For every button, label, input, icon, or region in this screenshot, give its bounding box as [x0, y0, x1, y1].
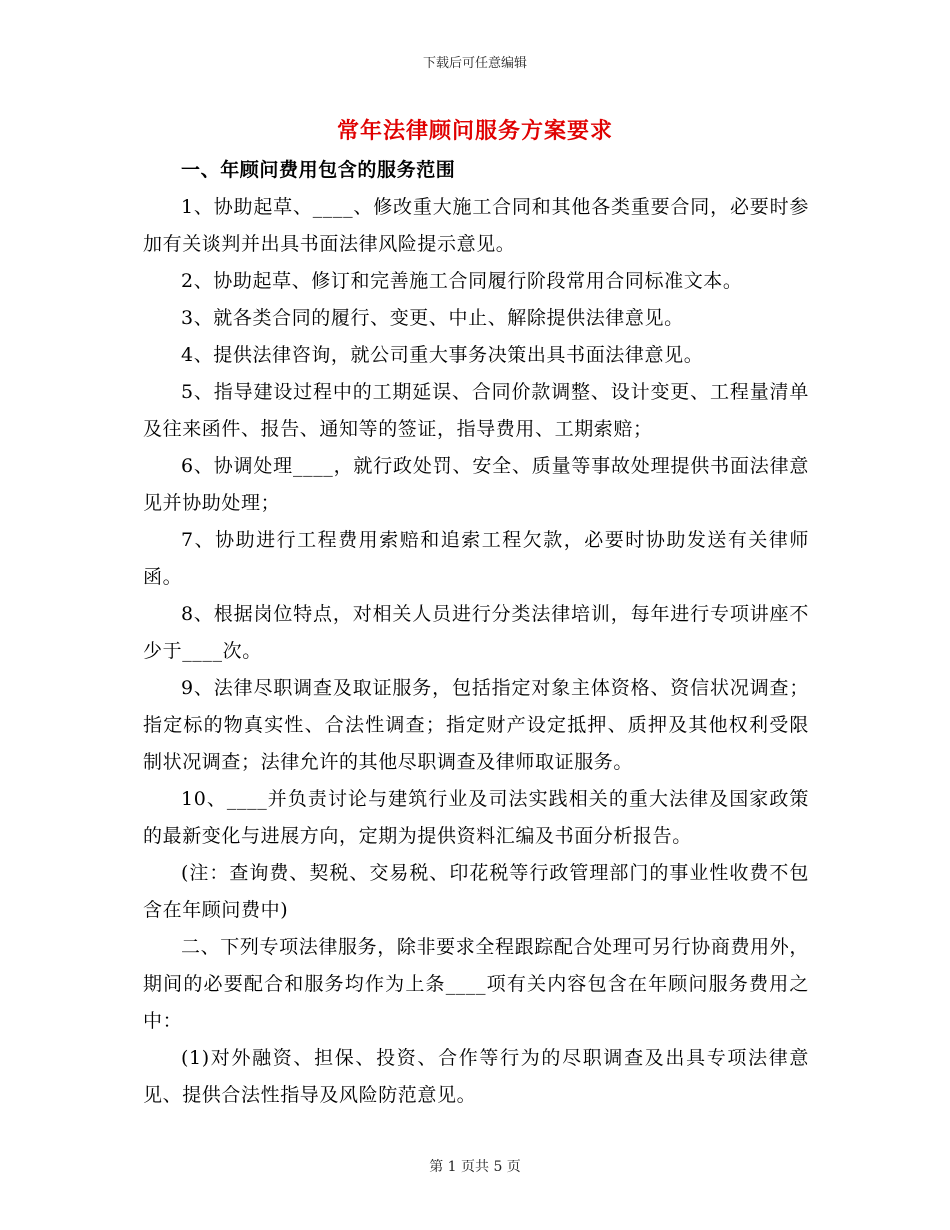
section-1-heading: 一、年顾问费用包含的服务范围: [181, 159, 456, 181]
list-item-2: 2、协助起草、修订和完善施工合同履行阶段常用合同标准文本。: [181, 270, 743, 292]
section-2-paragraph: 二、下列专项法律服务，除非要求全程跟踪配合处理可另行协商费用外，期间的必要配合和服务均作为上条____项有关内容包含在年顾问服务费用之中：: [143, 936, 809, 1032]
document-body: [143, 152, 809, 1114]
fee-note: (注：查询费、契税、交易税、印花税等行政管理部门的事业性收费不包含在年顾问费中): [143, 862, 809, 921]
list-item-6: 6、协调处理____，就行政处罚、安全、质量等事故处理提供书面法律意见并协助处理；: [143, 455, 809, 514]
list-item-4: 4、提供法律咨询，就公司重大事务决策出具书面法律意见。: [181, 344, 704, 366]
list-item-7: 7、协助进行工程费用索赔和追索工程欠款，必要时协助发送有关律师函。: [143, 529, 809, 588]
document-title: 常年法律顾问服务方案要求: [336, 118, 613, 144]
list-item-8: 8、根据岗位特点，对相关人员进行分类法律培训，每年进行专项讲座不少于____次。: [143, 603, 809, 662]
list-item-1: 1、协助起草、____、修改重大施工合同和其他各类重要合同，必要时参加有关谈判并出具书面法律风险提示意见。: [143, 196, 809, 255]
list-item-10: 10、____并负责讨论与建筑行业及司法实践相关的重大法律及国家政策的最新变化与进展方向，定期为提供资料汇编及书面分析报告。: [143, 788, 809, 847]
page-footer: 第 1 页共 5 页: [429, 1159, 521, 1175]
list-item-9: 9、法律尽职调查及取证服务，包括指定对象主体资格、资信状况调查；指定标的物真实性、合法性调查；指定财产设定抵押、质押及其他权利受限制状况调查；法律允许的其他尽职调查及律师取证服务。: [143, 677, 809, 773]
sub-item-1: (1)对外融资、担保、投资、合作等行为的尽职调查及出具专项法律意见、提供合法性指导及风险防范意见。: [143, 1047, 809, 1106]
header-note: 下载后可任意编辑: [422, 56, 527, 71]
list-item-5: 5、指导建设过程中的工期延误、合同价款调整、设计变更、工程量清单及往来函件、报告、通知等的签证，指导费用、工期索赔；: [143, 381, 809, 440]
list-item-3: 3、就各类合同的履行、变更、中止、解除提供法律意见。: [181, 307, 684, 329]
